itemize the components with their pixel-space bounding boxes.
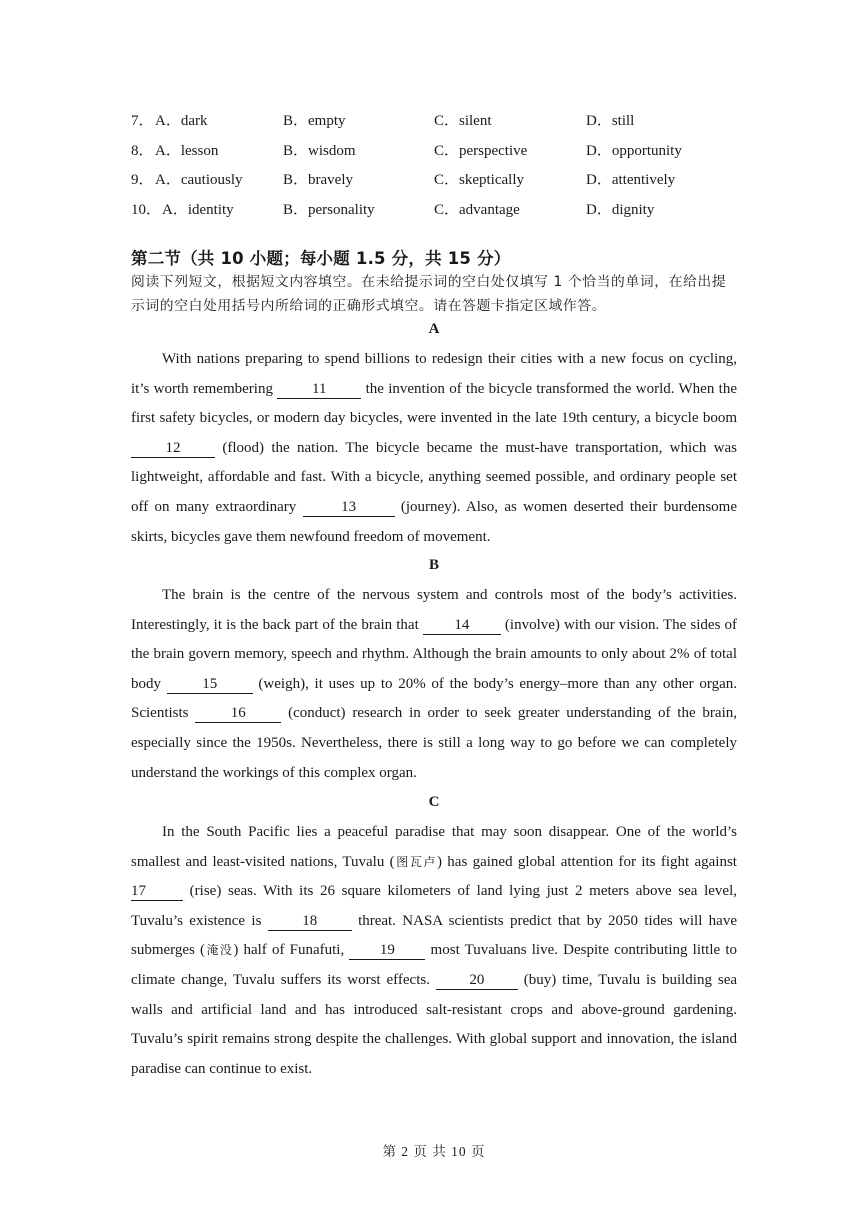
passage-text: (journey). Also, as women deserted their burdensome skirts, bicycles gave them newfound freedom of movement. <box>131 498 737 545</box>
passage-c <box>131 818 737 1084</box>
option-b: B．personality <box>283 201 375 218</box>
passage-b <box>131 581 737 788</box>
option-c: C．advantage <box>434 201 520 218</box>
passage-b-label: B <box>428 557 439 573</box>
passage-text: (flood) the nation. The bicycle became the must-have transportation, which was lightweight, affordable and fast. With a bicycle, anything seemed possible, and ordinary people set off on many extraordinary <box>131 439 737 515</box>
passage-text: most Tuvaluans live. Despite contributing little to climate change, Tuvalu suffers its worst effects. <box>131 942 737 988</box>
blank-16: 16 <box>195 704 281 723</box>
passage-text: (conduct) research in order to seek greater understanding of the brain, especially since the 1950s. Nevertheless, there is still a long way to go before we can completely understand the workings of this complex organ. <box>131 705 737 781</box>
option-a: A．dark <box>155 113 208 129</box>
option-c: C．perspective <box>434 142 528 159</box>
passage-text: ) has gained global attention for its fight against <box>436 853 737 870</box>
blank-20: 20 <box>436 971 518 990</box>
section-instructions: 阅读下列短文，根据短文内容填空。在未给提示词的空白处仅填写 1 个恰当的单词，在给出提示词的空白处用括号内所给词的正确形式填空。请在答题卡指定区域作答。 <box>131 274 727 314</box>
question-number: 8． <box>131 142 154 159</box>
passage-a <box>131 345 737 552</box>
passage-text: (rise) seas. With its 26 square kilometers of land lying just 2 meters above sea level, Tuvalu’s existence is <box>131 883 737 929</box>
passage-text: In the South Pacific lies a peaceful paradise that may soon disappear. One of the world’s smallest and least-visited nations, Tuvalu ( <box>131 824 737 870</box>
blank-18: 18 <box>268 912 352 931</box>
option-a: A．cautiously <box>155 172 243 188</box>
option-c: C．skeptically <box>434 172 524 188</box>
option-a: A．lesson <box>155 142 219 159</box>
passage-text: (weigh), it uses up to 20% of the body’s energy–more than any other organ. Scientists <box>131 675 737 722</box>
passage-text: (buy) time, Tuvalu is building sea walls and artificial land and has introduced salt-resistant crops and above-ground gardening. Tuvalu’s spirit remains strong despite the challenges. With global support and innovation, the island paradise can continue to exist. <box>131 971 738 1077</box>
blank-17: 17 <box>131 882 183 901</box>
passage-text: ) half of Funafuti, <box>233 942 350 959</box>
option-d: D．still <box>586 113 635 129</box>
passage-text: threat. NASA scientists predict that by 2050 tides will have submerges ( <box>131 912 737 959</box>
chinese-gloss: 淹没 <box>205 943 234 958</box>
blank-15: 15 <box>167 675 253 694</box>
option-a: A．identity <box>162 201 234 218</box>
option-d: D．opportunity <box>586 142 682 159</box>
option-b: B．wisdom <box>283 142 356 159</box>
blank-11: 11 <box>277 380 361 399</box>
blank-19: 19 <box>349 941 425 960</box>
option-d: D．attentively <box>586 172 676 188</box>
blank-12: 12 <box>131 439 215 458</box>
passage-c-label: C <box>428 794 440 810</box>
question-number: 9． <box>131 172 154 188</box>
section-heading: 第二节（共 10 小题；每小题 1.5 分，共 15 分） <box>131 249 511 268</box>
passage-text: The brain is the centre of the nervous system and controls most of the body’s activities. Interestingly, it is the back part of the brain that <box>131 587 737 633</box>
passage-a-label: A <box>428 321 440 337</box>
passage-text: (involve) with our vision. The sides of the brain govern memory, speech and rhythm. Although the brain amounts to only about 2% of total body <box>131 616 737 692</box>
passage-text: With nations preparing to spend billions to redesign their cities with a new focus on cycling, it’s worth remembering <box>131 351 737 397</box>
question-number: 10． <box>131 201 162 218</box>
blank-13: 13 <box>303 498 395 517</box>
option-c: C．silent <box>434 113 492 129</box>
chinese-gloss: 图瓦卢 <box>394 854 437 869</box>
page-footer: 第 2 页 共 10 页 <box>382 1144 486 1159</box>
blank-14: 14 <box>423 616 501 635</box>
passage-text: the invention of the bicycle transformed the world. When the first safety bicycles, or modern day bicycles, were invented in the late 19th century, a bicycle boom <box>131 380 737 427</box>
question-number: 7． <box>131 113 154 129</box>
option-d: D．dignity <box>586 201 655 218</box>
option-b: B．bravely <box>283 172 353 188</box>
option-b: B．empty <box>283 113 346 129</box>
